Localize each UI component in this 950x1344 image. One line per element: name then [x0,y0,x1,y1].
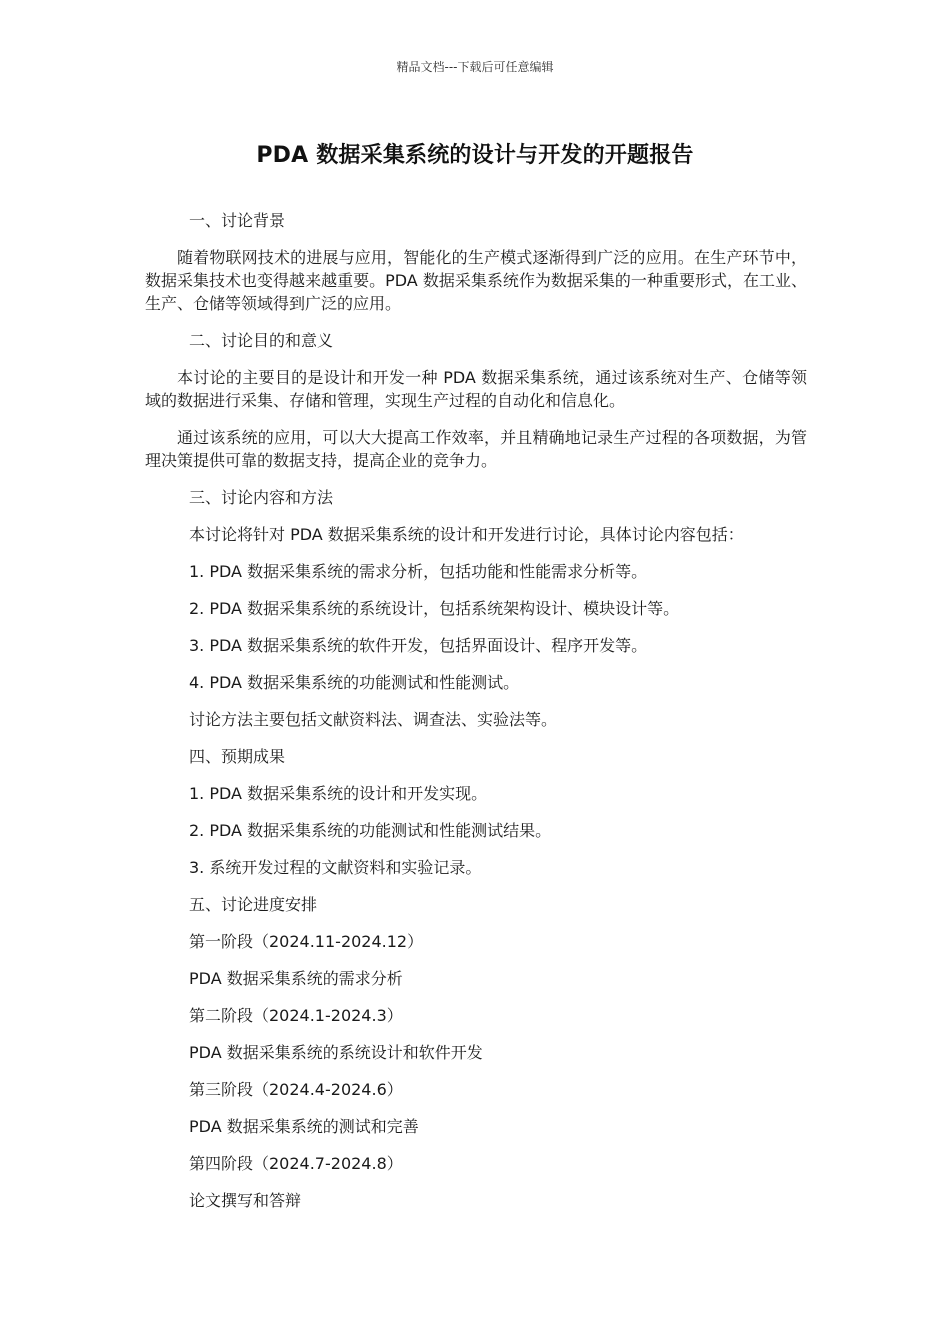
paragraph-content-intro: 本讨论将针对 PDA 数据采集系统的设计和开发进行讨论，具体讨论内容包括： [189,525,744,544]
section-heading-schedule: 五、讨论进度安排 [189,895,318,914]
section-heading-background: 一、讨论背景 [189,211,286,230]
section-heading-purpose: 二、讨论目的和意义 [189,331,334,350]
schedule-phase-3-task: PDA 数据采集系统的测试和完善 [189,1117,419,1136]
schedule-phase-2: 第二阶段（2024.1-2024.3） [189,1006,403,1025]
list-item-outcome-2: 2. PDA 数据采集系统的功能测试和性能测试结果。 [189,821,552,840]
header-note: 精品文档---下载后可任意编辑 [396,60,554,74]
schedule-phase-4-task: 论文撰写和答辩 [189,1191,302,1210]
schedule-phase-4: 第四阶段（2024.7-2024.8） [189,1154,403,1173]
list-item-outcome-1: 1. PDA 数据采集系统的设计和开发实现。 [189,784,488,803]
paragraph-purpose-1: 本讨论的主要目的是设计和开发一种 PDA 数据采集系统，通过该系统对生产、仓储等领域的数据进行采集、存储和管理，实现生产过程的自动化和信息化。 [145,368,807,410]
schedule-phase-3: 第三阶段（2024.4-2024.6） [189,1080,403,1099]
paragraph-methods: 讨论方法主要包括文献资料法、调查法、实验法等。 [189,710,558,729]
list-item-content-1: 1. PDA 数据采集系统的需求分析，包括功能和性能需求分析等。 [189,562,648,581]
document-body [145,209,807,1226]
list-item-content-4: 4. PDA 数据采集系统的功能测试和性能测试。 [189,673,520,692]
schedule-phase-1: 第一阶段（2024.11-2024.12） [189,932,424,951]
document-title: PDA 数据采集系统的设计与开发的开题报告 [256,143,694,168]
section-heading-outcomes: 四、预期成果 [189,747,286,766]
section-heading-content-method: 三、讨论内容和方法 [189,488,334,507]
paragraph-purpose-2: 通过该系统的应用，可以大大提高工作效率，并且精确地记录生产过程的各项数据，为管理决策提供可靠的数据支持，提高企业的竞争力。 [145,428,807,470]
list-item-content-2: 2. PDA 数据采集系统的系统设计，包括系统架构设计、模块设计等。 [189,599,680,618]
list-item-outcome-3: 3. 系统开发过程的文献资料和实验记录。 [189,858,482,877]
list-item-content-3: 3. PDA 数据采集系统的软件开发，包括界面设计、程序开发等。 [189,636,648,655]
schedule-phase-1-task: PDA 数据采集系统的需求分析 [189,969,403,988]
paragraph-background: 随着物联网技术的进展与应用，智能化的生产模式逐渐得到广泛的应用。在生产环节中，数据采集技术也变得越来越重要。PDA 数据采集系统作为数据采集的一种重要形式，在工业、生产、仓储等领域得到广泛的应用。 [145,248,807,313]
schedule-phase-2-task: PDA 数据采集系统的系统设计和软件开发 [189,1043,483,1062]
